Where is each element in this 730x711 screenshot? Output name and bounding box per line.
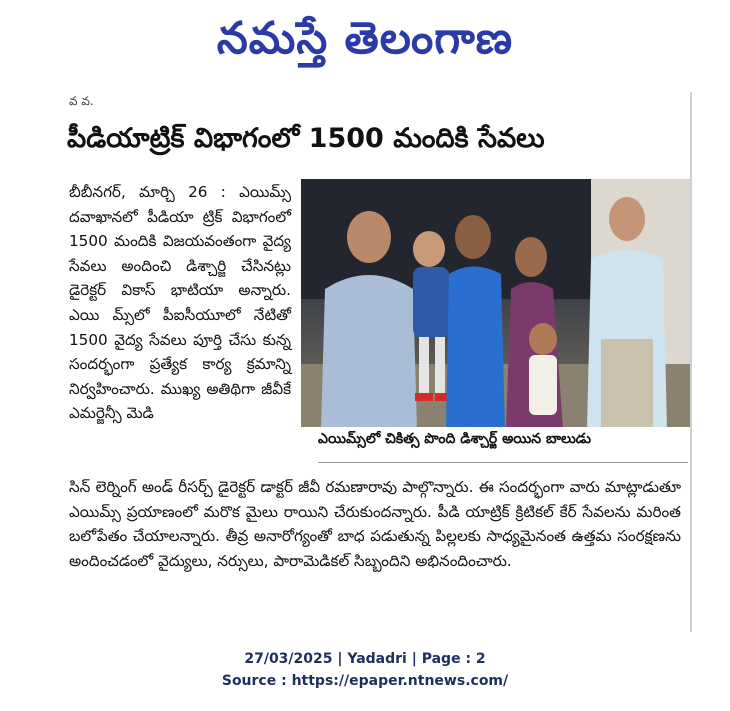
article-photo: [301, 179, 692, 427]
cut-off-bottom-text: [69, 615, 681, 627]
newspaper-title: నమస్తే తెలంగాణ: [216, 13, 514, 64]
article-body-continued: సిన్ లెర్నింగ్ అండ్ రీసర్చ్ డైరెక్టర్ డాక్టర్ జీవీ రమణారావు పాల్గొన్నారు. ఈ సందర్భంగా వారు మాట్లాడుతూ ఎయిమ్స్ ప్రయాణంలో మరొక మైలు రాయిని చేరుకుందన్నారు. పీడి యాట్రిక్ క్రిటికల్ కేర్ సేవలను మరింత బలోపేతం చేయాలన్నారు. తీవ్ర అనారోగ్యంతో బాధ పడుతున్న పిల్లలకు సాధ్యమైనంత ఉత్తమ సంరక్షణను అందించడంలో వైద్యులు, నర్సులు, పారామెడికల్ సిబ్బందిని అభినందించారు.: [69, 478, 681, 570]
source-footer: [0, 648, 730, 692]
cut-off-text-fragment: వ వ.: [69, 94, 94, 108]
masthead: [0, 0, 730, 78]
group-photo-illustration: [301, 179, 692, 427]
edition-info: 27/03/2025 | Yadadri | Page : 2: [244, 651, 486, 667]
caption-divider: [318, 462, 688, 463]
news-clipping: [65, 92, 692, 632]
article-body-column: బీబీనగర్, మార్చి 26 : ఎయిమ్స్ దవాఖానలో పీడియా ట్రిక్ విభాగంలో 1500 మందికి విజయవంతంగా వైద్య సేవలు అందించి డిశ్చార్జి చేసినట్లు డైరెక్టర్ వికాస్ భాటియా అన్నారు. ఎయి మ్స్‌లో పీఐసీయూలో నేటితో 1500 వైద్య సేవలు పూర్తి చేసు కున్న సందర్భంగా ప్రత్యేక కార్య క్రమాన్ని నిర్వహించారు. ముఖ్య అతిథిగా జీవీకే ఎమర్జెన్సీ మెడి: [69, 183, 291, 423]
photo-caption: ఎయిమ్స్‌లో చికిత్స పొంది డిశ్చార్జ్ అయిన బాలుడు: [318, 431, 591, 447]
source-url: Source : https://epaper.ntnews.com/: [221, 673, 509, 689]
article-headline: పీడియాట్రిక్ విభాగంలో 1500 మందికి సేవలు: [67, 123, 545, 154]
